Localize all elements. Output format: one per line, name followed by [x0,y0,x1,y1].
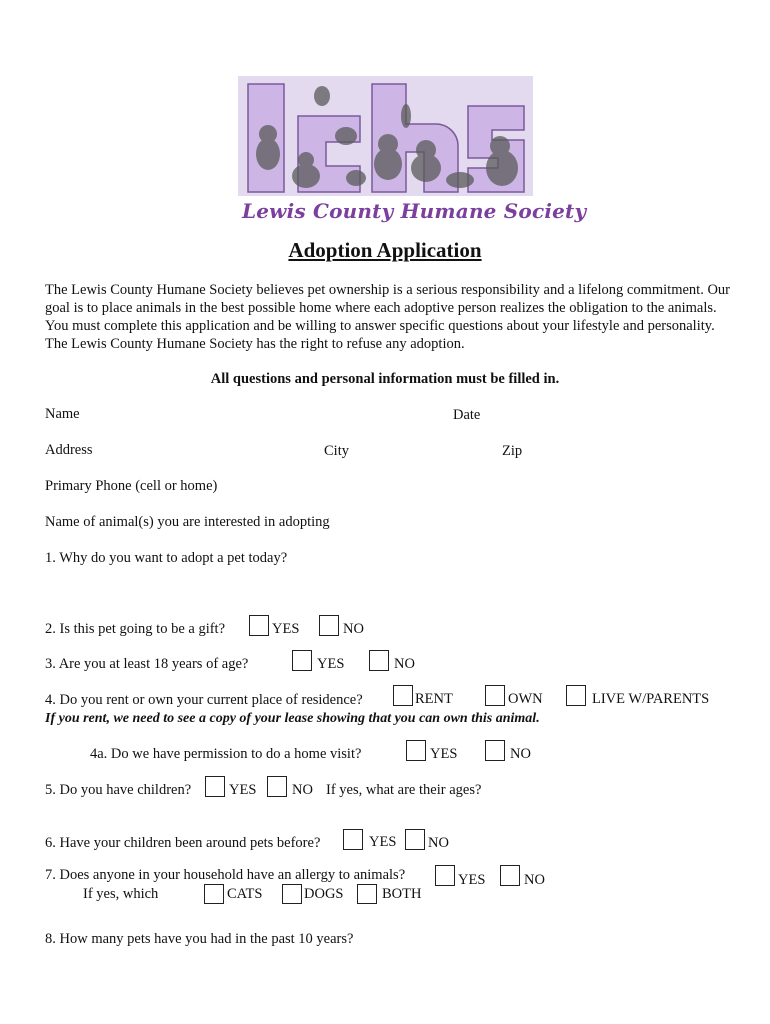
q5-no-label: NO [292,782,313,798]
q4-rent-label: RENT [415,691,453,707]
question-3: 3. Are you at least 18 years of age? [45,656,249,672]
q6-no-label: NO [428,835,449,851]
allergy-dogs-checkbox[interactable] [282,884,302,904]
question-4a: 4a. Do we have permission to do a home visit? [90,746,362,762]
q5-ages-followup: If yes, what are their ages? [326,782,482,798]
q4a-no-label: NO [510,746,531,762]
q4-own-label: OWN [508,691,543,707]
q5-yes-label: YES [229,782,257,798]
animal-name-label: Name of animal(s) you are interested in adopting [45,514,330,530]
q7-yes-label: YES [458,872,486,888]
q7-no-checkbox[interactable] [500,865,520,886]
q2-yes-label: YES [272,621,300,637]
q4-parents-checkbox[interactable] [566,685,586,706]
q6-no-checkbox[interactable] [405,829,425,850]
question-4: 4. Do you rent or own your current place of residence? [45,692,363,708]
address-label: Address [45,442,93,458]
allergy-cats-label: CATS [227,886,263,902]
allergy-both-checkbox[interactable] [357,884,377,904]
name-label: Name [45,406,80,422]
allergy-both-label: BOTH [382,886,422,902]
organization-name: Lewis County Humane Society [242,199,587,223]
q2-yes-checkbox[interactable] [249,615,269,636]
logo-letters: lchs [384,136,386,137]
allergy-which-label: If yes, which [83,886,159,902]
q6-yes-label: YES [369,834,397,850]
phone-label: Primary Phone (cell or home) [45,478,218,494]
q5-yes-checkbox[interactable] [205,776,225,797]
question-7: 7. Does anyone in your household have an allergy to animals? [45,867,406,883]
q3-yes-checkbox[interactable] [292,650,312,671]
q4-parents-label: LIVE W/PARENTS [592,691,710,707]
allergy-cats-checkbox[interactable] [204,884,224,904]
city-label: City [324,443,349,459]
q6-yes-checkbox[interactable] [343,829,363,850]
q4-rent-checkbox[interactable] [393,685,413,706]
date-label: Date [453,407,481,423]
q7-no-label: NO [524,872,545,888]
page-title: Adoption Application [288,238,482,262]
q4a-no-checkbox[interactable] [485,740,505,761]
q4-own-checkbox[interactable] [485,685,505,706]
q7-yes-checkbox[interactable] [435,865,455,886]
question-8: 8. How many pets have you had in the past 10 years? [45,931,354,947]
question-1: 1. Why do you want to adopt a pet today? [45,550,288,566]
humane-society-logo [238,76,533,196]
q2-no-label: NO [343,621,364,637]
zip-label: Zip [502,443,523,459]
lease-note: If you rent, we need to see a copy of your lease showing that you can own this animal. [45,711,540,726]
allergy-dogs-label: DOGS [304,886,344,902]
q4a-yes-checkbox[interactable] [406,740,426,761]
question-2: 2. Is this pet going to be a gift? [45,621,226,637]
q2-no-checkbox[interactable] [319,615,339,636]
q3-yes-label: YES [317,656,345,672]
question-6: 6. Have your children been around pets before? [45,835,321,851]
intro-paragraph: The Lewis County Humane Society believes pet ownership is a serious responsibility and a lifelong commitment. Our goal is to place animals in the best possible home where each adoptive person realizes the obligation to the animals. You must complete this application and be willing to answer specific questions about your lifestyle and personality. The Lewis County Humane Society has the right to refuse any adoption. [45,282,730,352]
q3-no-label: NO [394,656,415,672]
q3-no-checkbox[interactable] [369,650,389,671]
q4a-yes-label: YES [430,746,458,762]
required-notice: All questions and personal information must be filled in. [210,371,560,387]
question-5: 5. Do you have children? [45,782,192,798]
q5-no-checkbox[interactable] [267,776,287,797]
